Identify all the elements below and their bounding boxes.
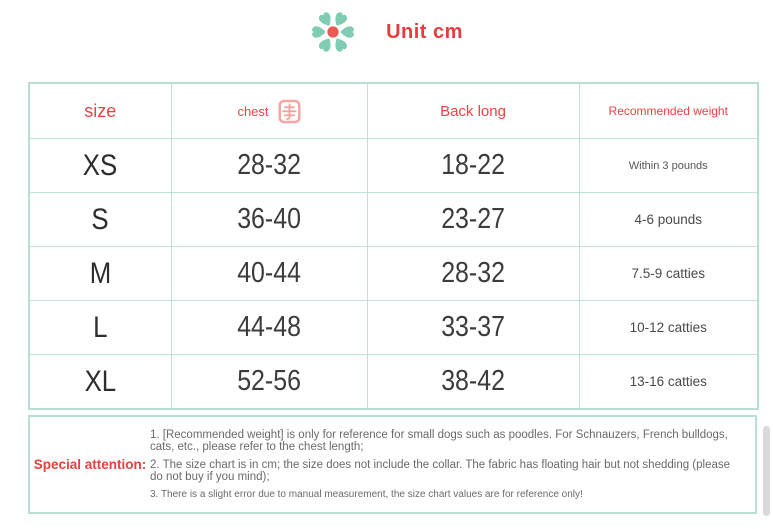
chest-value: 44-48 bbox=[171, 301, 367, 355]
column-header-recommended-weight: Recommended weight bbox=[579, 83, 758, 139]
table-row-xs bbox=[29, 139, 758, 193]
note-item-1: 1. [Recommended weight] is only for reference for small dogs such as poodles. For Schnauzers, French bulldogs, cats, etc., please refer to the chest length; bbox=[150, 429, 728, 453]
table-row-m bbox=[29, 247, 758, 301]
column-header-back-long: Back long bbox=[367, 83, 579, 139]
size-value: XL bbox=[29, 355, 171, 410]
size-value: XS bbox=[29, 139, 171, 193]
note-item-2: 2. The size chart is in cm; the size does not include the collar. The fabric has floating hair but not shedding (please do not buy if you mind); bbox=[150, 459, 731, 483]
chest-value: 52-56 bbox=[171, 355, 367, 410]
weight-value: 10-12 catties bbox=[579, 301, 758, 355]
page-title: Unit cm bbox=[386, 20, 463, 43]
chest-value: 28-32 bbox=[171, 139, 367, 193]
weight-value: 13-16 catties bbox=[579, 355, 758, 410]
size-value: M bbox=[29, 247, 171, 301]
scrollbar-thumb[interactable] bbox=[763, 426, 770, 516]
back-long-value: 38-42 bbox=[367, 355, 579, 410]
table-row-s bbox=[29, 193, 758, 247]
note-item-3: 3. There is a slight error due to manual measurement, the size chart values are for reference only! bbox=[150, 489, 583, 500]
table-row-l bbox=[29, 301, 758, 355]
size-value: S bbox=[29, 193, 171, 247]
size-value: L bbox=[29, 301, 171, 355]
chinese-girth-character-stamp-icon bbox=[278, 99, 301, 124]
chest-value: 36-40 bbox=[171, 193, 367, 247]
back-long-value: 33-37 bbox=[367, 301, 579, 355]
column-header-chest-label: chest bbox=[237, 103, 269, 119]
back-long-value: 28-32 bbox=[367, 247, 579, 301]
weight-value: Within 3 pounds bbox=[579, 139, 758, 193]
size-table bbox=[28, 82, 759, 410]
weight-value: 4-6 pounds bbox=[579, 193, 758, 247]
back-long-value: 18-22 bbox=[367, 139, 579, 193]
special-attention-notes bbox=[150, 417, 755, 512]
special-attention-box bbox=[28, 415, 757, 514]
weight-value: 7.5-9 catties bbox=[579, 247, 758, 301]
table-row-xl bbox=[29, 355, 758, 410]
column-header-chest bbox=[171, 83, 367, 139]
flower-center-dot bbox=[327, 26, 338, 37]
special-attention-label: Special attention: bbox=[33, 457, 147, 472]
flower-icon bbox=[310, 9, 356, 55]
back-long-value: 23-27 bbox=[367, 193, 579, 247]
table-header-row bbox=[29, 83, 758, 139]
page-header bbox=[0, 6, 773, 58]
chest-value: 40-44 bbox=[171, 247, 367, 301]
column-header-size: size bbox=[29, 83, 171, 139]
